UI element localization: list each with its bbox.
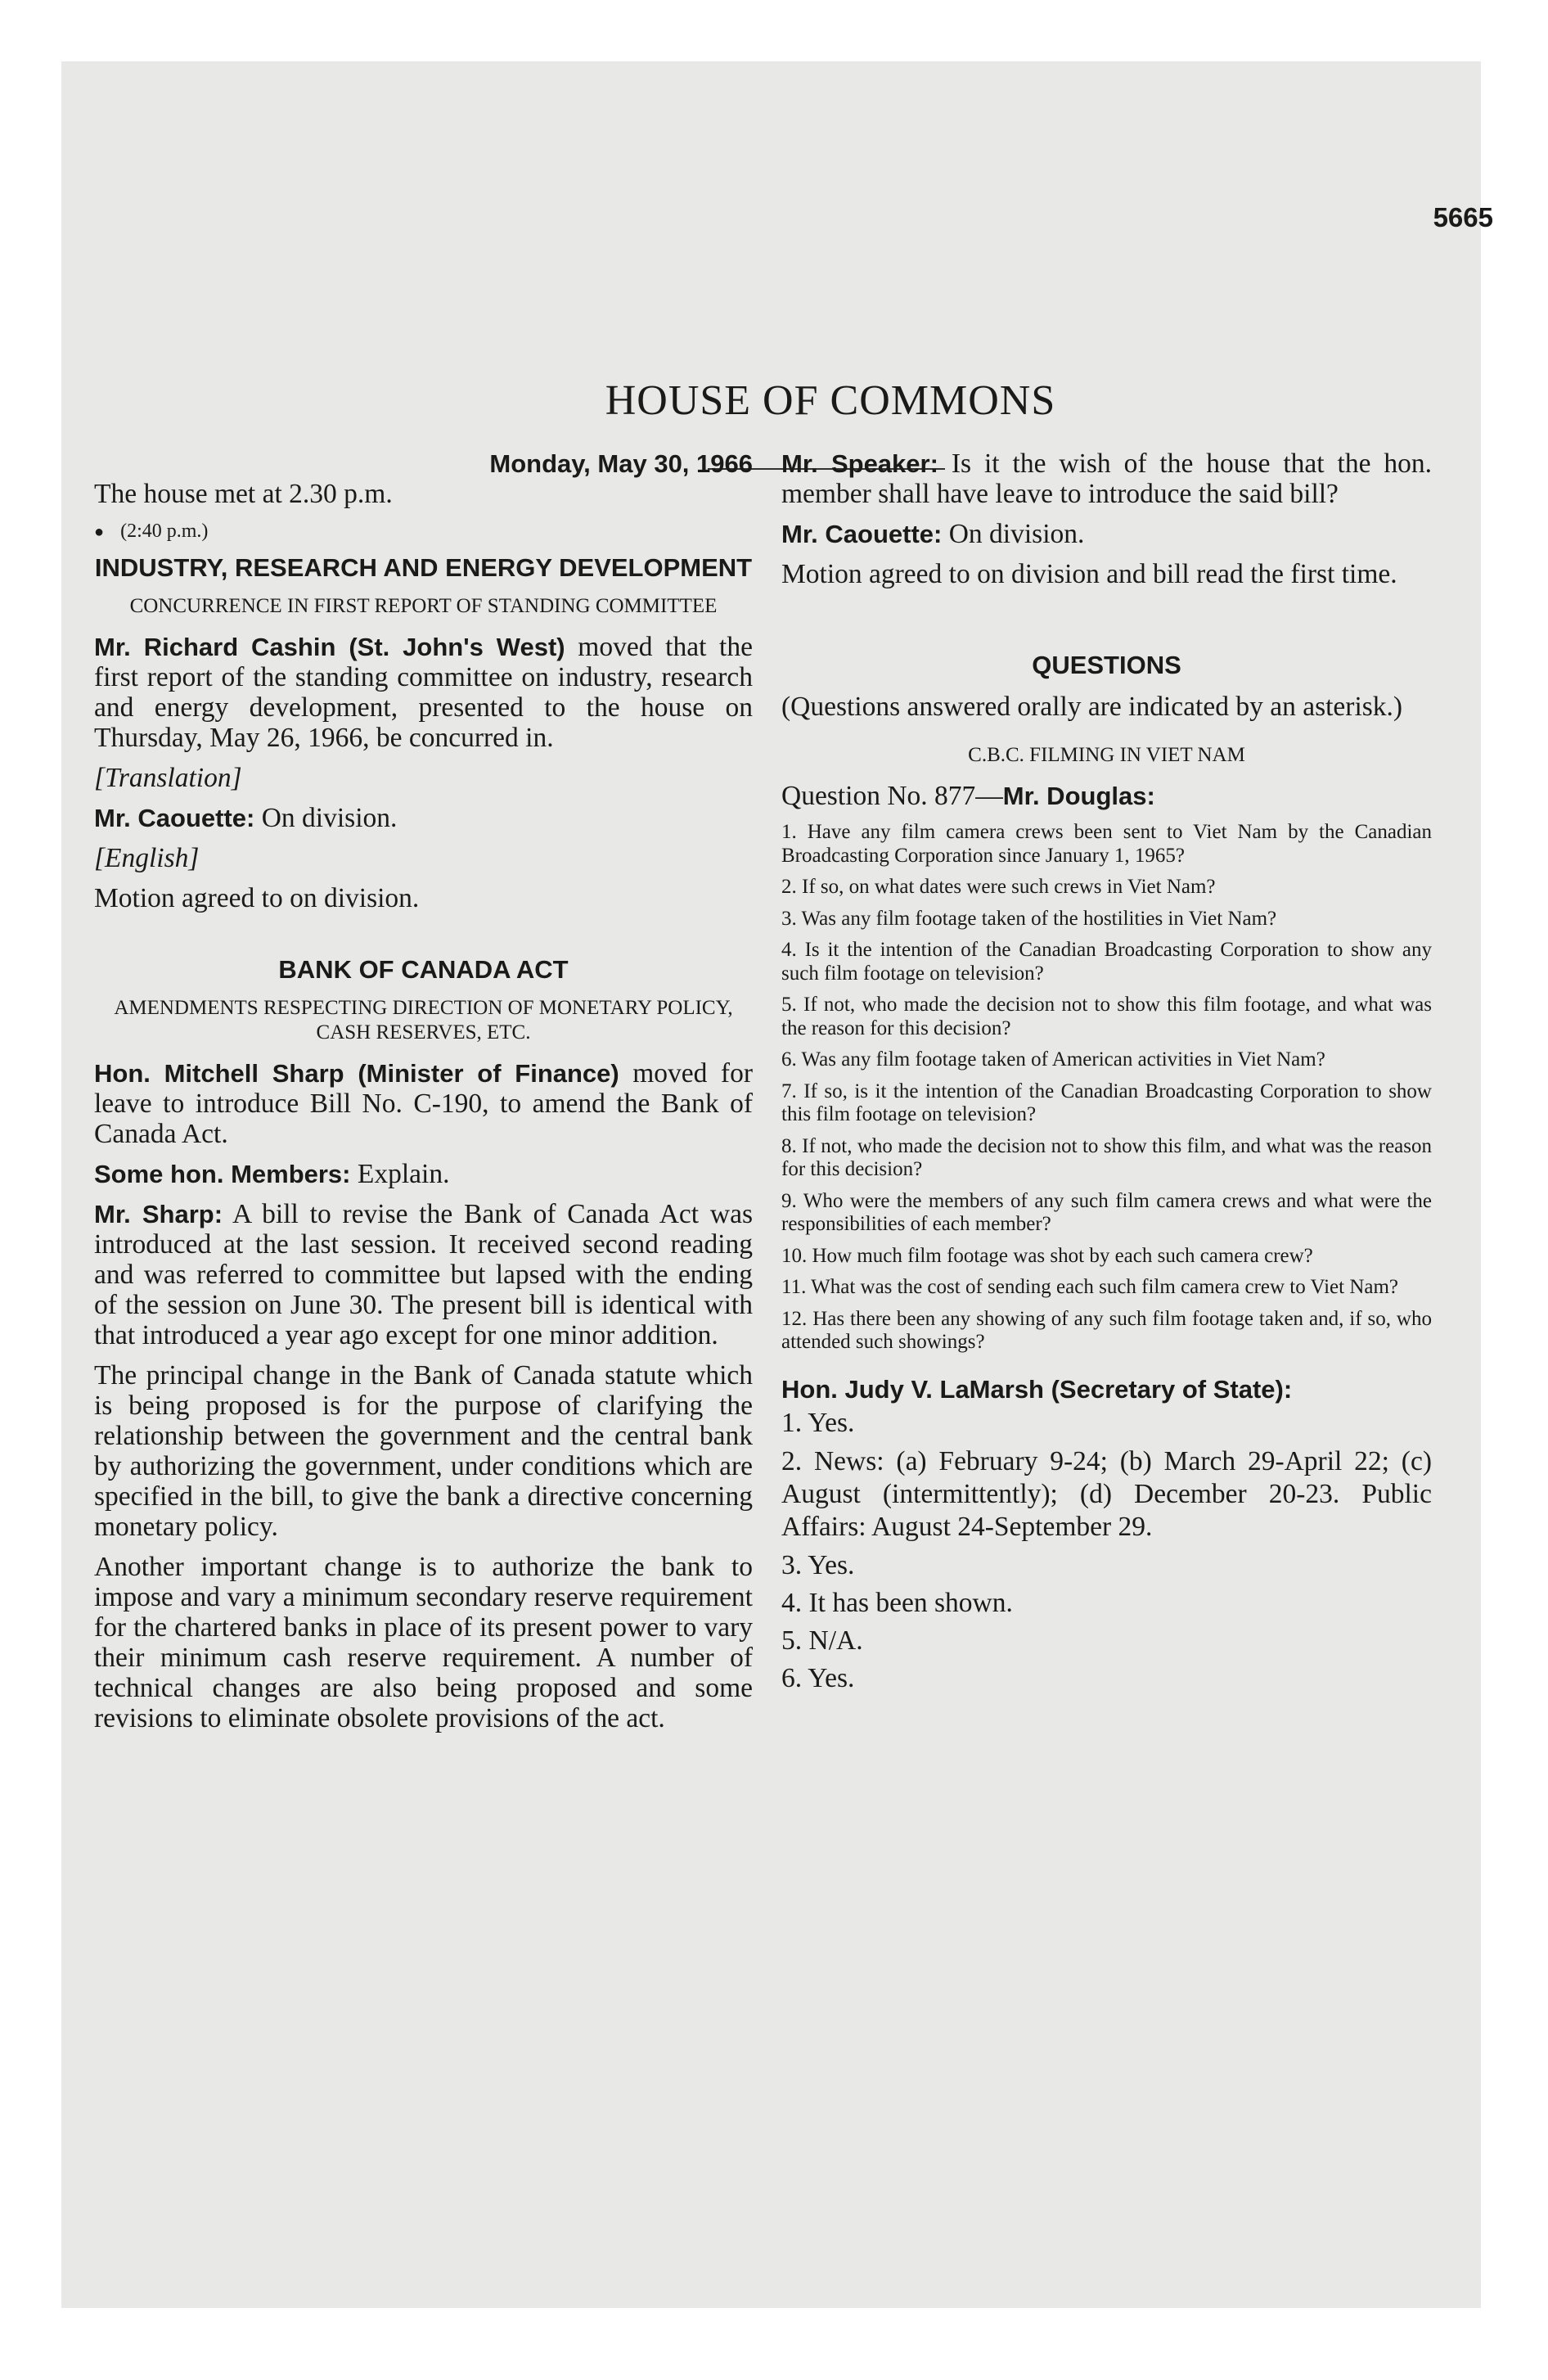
question-label: Question No. 877— — [781, 781, 1003, 811]
speaker-name: Mr. Douglas: — [1002, 782, 1155, 810]
speaker-name: Mr. Richard Cashin (St. John's West) — [94, 633, 565, 661]
question-item: 8. If not, who made the decision not to show this film, and what was the reason for this decision? — [781, 1134, 1432, 1180]
answer-item: 2. News: (a) February 9-24; (b) March 29-April 22; (c) August (intermittently); (d) December 20-23. Public Affairs: August 24-September 29. — [781, 1445, 1432, 1542]
sitting-date: Monday, May 30, 1966 — [489, 449, 753, 478]
question-item: 7. If so, is it the intention of the Canadian Broadcasting Corporation to show this film footage on television? — [781, 1080, 1432, 1125]
page-number: 5665 — [1433, 202, 1493, 232]
speaker-name: Mr. Caouette: — [94, 804, 255, 832]
motion-result-bill: Motion agreed to on division and bill read the first time. — [781, 559, 1397, 589]
sharp-paragraph-3: Another important change is to authorize the bank to impose and vary a minimum secondary reserve requirement for the chartered banks in place of its present power to vary their minimum cash reserve requirement. A number of technical changes are also being proposed and some revisions to eliminate obsolete provisions of the act. — [94, 1552, 753, 1733]
translation-note: [Translation] — [94, 763, 242, 793]
speaker-name: Some hon. Members: — [94, 1160, 351, 1188]
speech-text: On division. — [261, 803, 398, 833]
motion-result: Motion agreed to on division. — [94, 883, 420, 913]
question-item: 4. Is it the intention of the Canadian Broadcasting Corporation to show any such film footage on television? — [781, 939, 1432, 985]
question-intro — [781, 781, 1432, 811]
left-column — [94, 449, 753, 2126]
speaker-question — [781, 449, 1432, 509]
section-heading-bank: BANK OF CANADA ACT — [278, 955, 569, 984]
sharp-motion — [94, 1058, 753, 1149]
answer-speaker — [781, 1374, 1432, 1404]
question-item: 12. Has there been any showing of any such film footage taken and, if so, who attended such showings? — [781, 1307, 1432, 1353]
questions-note: (Questions answered orally are indicated by an asterisk.) — [781, 692, 1403, 722]
time-marker-text: (2:40 p.m.) — [120, 521, 209, 542]
bullet-icon: ● — [94, 523, 105, 541]
speech-text: On division. — [948, 519, 1085, 549]
answer-item: 1. Yes. — [781, 1407, 855, 1438]
members-remark — [94, 1159, 753, 1189]
question-item: 10. How much film footage was shot by each such camera crew? — [781, 1244, 1313, 1267]
answer-item: 3. Yes. — [781, 1549, 855, 1580]
speaker-name: Hon. Judy V. LaMarsh (Secretary of State): — [781, 1374, 1293, 1404]
right-column — [781, 449, 1432, 2126]
speech-text: Is it the wish of the house that the hon. member shall have leave to introduce the said bill? — [781, 449, 1433, 509]
question-item: 5. If not, who made the decision not to show this film footage, and what was the reason for this decision? — [781, 994, 1432, 1039]
speech-text: moved that the first report of the standing committee on industry, research and energy development, presented to the house on Thursday, May 26, 1966, be concurred in. — [94, 632, 753, 753]
speech-text: Explain. — [357, 1159, 450, 1189]
sharp-speech — [94, 1199, 753, 1350]
section-subheading-bank: AMENDMENTS RESPECTING DIRECTION OF MONETARY POLICY, CASH RESERVES, ETC. — [114, 997, 733, 1044]
speaker-name: Hon. Mitchell Sharp (Minister of Finance) — [94, 1059, 619, 1088]
question-item: 3. Was any film footage taken of the hostilities in Viet Nam? — [781, 907, 1277, 930]
answer-item: 5. N/A. — [781, 1625, 863, 1656]
speech-text: A bill to revise the Bank of Canada Act was introduced at the last session. It received second reading and was referred to committee but lapsed with the ending of the session on June 30. The present bill is identical with that introduced a year ago except for one minor addition. — [94, 1199, 753, 1350]
cashin-motion — [94, 632, 753, 753]
cbc-heading: C.B.C. FILMING IN VIET NAM — [968, 744, 1245, 766]
section-subheading-industry: CONCURRENCE IN FIRST REPORT OF STANDING COMMITTEE — [129, 595, 718, 617]
time-marker — [94, 519, 753, 544]
answer-item: 4. It has been shown. — [781, 1587, 1013, 1618]
answer-item: 6. Yes. — [781, 1662, 855, 1693]
section-heading-industry: INDUSTRY, RESEARCH AND ENERGY DEVELOPMENT — [94, 553, 753, 582]
english-note: [English] — [94, 843, 200, 873]
caouette-remark-2 — [781, 519, 1432, 549]
speaker-name: Mr. Caouette: — [781, 520, 943, 548]
page-title: HOUSE OF COMMONS — [605, 377, 1056, 424]
house-met-line: The house met at 2.30 p.m. — [94, 479, 393, 509]
question-item: 9. Who were the members of any such film camera crews and what were the responsibilities of each member? — [781, 1189, 1432, 1235]
question-item: 6. Was any film footage taken of American activities in Viet Nam? — [781, 1048, 1325, 1071]
question-item: 2. If so, on what dates were such crews in Viet Nam? — [781, 876, 1216, 898]
question-item: 1. Have any film camera crews been sent to Viet Nam by the Canadian Broadcasting Corporation since January 1, 1965? — [781, 821, 1432, 867]
questions-heading: QUESTIONS — [1032, 651, 1181, 679]
speaker-name: Mr. Sharp: — [94, 1200, 223, 1228]
speaker-name: Mr. Speaker: — [781, 449, 938, 478]
caouette-remark — [94, 803, 753, 833]
question-item: 11. What was the cost of sending each such film camera crew to Viet Nam? — [781, 1276, 1399, 1298]
sharp-paragraph-2: The principal change in the Bank of Canada statute which is being proposed is for the purpose of clarifying the relationship between the government and the central bank by authorizing the government, under conditions which are specified in the bill, to give the bank a directive concerning monetary policy. — [94, 1360, 753, 1542]
speech-text: moved for leave to introduce Bill No. C-190, to amend the Bank of Canada Act. — [94, 1058, 753, 1149]
